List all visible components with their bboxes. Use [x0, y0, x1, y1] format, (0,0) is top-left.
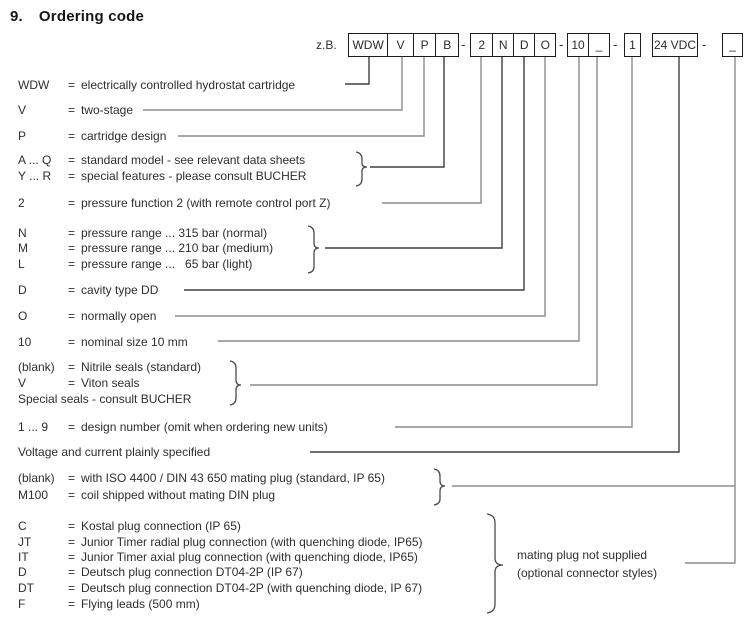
code-label: DT — [18, 581, 34, 595]
equals-sign: = — [68, 581, 76, 595]
legend-row-nitrile — [18, 359, 201, 375]
legend-row-m100 — [18, 487, 275, 503]
equals-sign: = — [68, 550, 76, 564]
example-label: z.B. — [316, 38, 337, 52]
code-cell-2: 2 — [478, 38, 486, 52]
code-label: 2 — [18, 196, 25, 210]
equals-sign: = — [68, 597, 76, 611]
separator-dash: - — [559, 37, 564, 52]
description: pressure range ... 210 bar (medium) — [81, 241, 274, 255]
equals-sign: = — [68, 257, 76, 271]
code-label: A ... Q — [18, 153, 52, 167]
description: with ISO 4400 / DIN 43 650 mating plug (standard, IP 65) — [81, 471, 385, 485]
legend-row-design-number — [18, 419, 328, 435]
description: Junior Timer radial plug connection (with quenching diode, IP65) — [81, 535, 423, 549]
equals-sign: = — [68, 129, 76, 143]
description: pressure range ... 65 bar (light) — [81, 257, 253, 271]
code-cell-10: 10 — [571, 38, 585, 52]
description: special features - please consult BUCHER — [81, 169, 307, 183]
legend-row-c — [18, 518, 241, 534]
code-label: WDW — [18, 78, 50, 92]
legend-row-aq — [18, 152, 305, 168]
code-box-connector — [722, 33, 743, 57]
equals-sign: = — [68, 226, 76, 240]
code-cell-seal-blank: _ — [588, 34, 609, 56]
legend-row-special-seals: Special seals - consult BUCHER — [18, 392, 192, 406]
code-label: 1 ... 9 — [18, 420, 49, 434]
legend-row-dt — [18, 580, 422, 596]
description: two-stage — [81, 103, 134, 117]
description: Junior Timer axial plug connection (with quenching diode, IP65) — [81, 550, 418, 564]
code-cell-design: 1 — [629, 38, 636, 52]
legend-row-iso-plug — [18, 470, 385, 486]
legend-row-p — [18, 128, 166, 144]
equals-sign: = — [68, 196, 76, 210]
line-2 — [382, 57, 481, 203]
code-cell-n: N — [492, 34, 513, 56]
legend-row-f — [18, 596, 200, 612]
description: design number (omit when ordering new units) — [81, 420, 328, 434]
code-box-design — [624, 33, 641, 57]
brace-connector-styles — [487, 514, 503, 613]
code-box-voltage — [652, 33, 698, 57]
equals-sign: = — [68, 360, 76, 374]
code-label: IT — [18, 550, 29, 564]
line-seals — [250, 57, 597, 385]
brace-din-plug — [434, 469, 445, 505]
legend-row-2 — [18, 195, 330, 211]
legend-row-wdw — [18, 77, 295, 93]
brace-pressure-range — [308, 226, 319, 273]
code-label: V — [18, 103, 27, 117]
legend-row-viton — [18, 375, 139, 391]
legend-row-m — [18, 240, 273, 256]
description: pressure range ... 315 bar (normal) — [81, 226, 268, 240]
code-label: D — [18, 565, 27, 579]
equals-sign: = — [68, 420, 76, 434]
equals-sign: = — [68, 519, 76, 533]
code-cell-wdw: WDW — [352, 38, 384, 52]
code-label: JT — [18, 535, 32, 549]
note-mating-plug-line2: (optional connector styles) — [517, 566, 658, 580]
legend-row-o — [18, 308, 156, 324]
line-design — [395, 57, 632, 427]
description: coil shipped without mating DIN plug — [81, 488, 276, 502]
code-label: C — [18, 519, 27, 533]
code-cell-d: D — [513, 34, 535, 56]
equals-sign: = — [68, 241, 76, 255]
description: standard model - see relevant data sheets — [81, 153, 306, 167]
page-title — [10, 8, 144, 25]
legend-row-d — [18, 282, 158, 298]
note-mating-plug-line1: mating plug not supplied — [517, 548, 648, 562]
equals-sign: = — [68, 488, 76, 502]
description: Viton seals — [81, 376, 140, 390]
section-number: 9. — [10, 8, 23, 25]
description: cartridge design — [81, 129, 167, 143]
code-label: M100 — [18, 488, 49, 502]
description: nominal size 10 mm — [81, 335, 188, 349]
equals-sign: = — [68, 78, 76, 92]
equals-sign: = — [68, 471, 76, 485]
legend-row-deutsch — [18, 564, 303, 580]
line-voltage — [310, 57, 679, 452]
separator-dash: - — [461, 37, 466, 52]
separator-dash: - — [613, 37, 618, 52]
line-wdw — [345, 57, 369, 84]
legend-row-l — [18, 256, 252, 272]
code-cell-o: O — [534, 34, 555, 56]
code-cell-connector: _ — [729, 38, 736, 52]
line-n — [325, 57, 502, 248]
code-label: V — [18, 376, 27, 390]
equals-sign: = — [68, 309, 76, 323]
code-label: P — [18, 129, 27, 143]
description: Deutsch plug connection DT04-2P (with quenching diode, IP 67) — [81, 581, 423, 595]
code-label: M — [18, 241, 28, 255]
code-box-group-function — [470, 33, 556, 57]
legend-row-it — [18, 549, 418, 565]
legend-row-jt — [18, 534, 423, 550]
description: Deutsch plug connection DT04-2P (IP 67) — [81, 565, 303, 579]
legend-row-yr — [18, 168, 306, 184]
code-label: 10 — [18, 335, 32, 349]
code-box-group-size — [567, 33, 610, 57]
code-cell-b: B — [435, 34, 458, 56]
equals-sign: = — [68, 335, 76, 349]
code-label: Y ... R — [18, 169, 52, 183]
legend-row-n — [18, 225, 267, 241]
equals-sign: = — [68, 535, 76, 549]
equals-sign: = — [68, 153, 76, 167]
code-label: N — [18, 226, 27, 240]
description: normally open — [81, 309, 157, 323]
description: pressure function 2 (with remote control port Z) — [81, 196, 331, 210]
equals-sign: = — [68, 565, 76, 579]
equals-sign: = — [68, 376, 76, 390]
code-label: (blank) — [18, 471, 55, 485]
code-cell-v: V — [387, 34, 413, 56]
description: electrically controlled hydrostat cartridge — [81, 78, 296, 92]
legend-row-voltage: Voltage and current plainly specified — [18, 445, 211, 459]
separator-dash: - — [702, 37, 707, 52]
brace-seals — [230, 361, 241, 405]
code-cell-voltage: 24 VDC — [653, 38, 697, 52]
equals-sign: = — [68, 169, 76, 183]
equals-sign: = — [68, 103, 76, 117]
code-box-group-model — [348, 33, 459, 57]
legend-row-10 — [18, 334, 188, 350]
code-label: (blank) — [18, 360, 55, 374]
description: Nitrile seals (standard) — [81, 360, 202, 374]
code-cell-p: P — [413, 34, 436, 56]
code-label: L — [18, 257, 25, 271]
code-label: F — [18, 597, 26, 611]
line-p — [178, 57, 424, 136]
description: cavity type DD — [81, 283, 159, 297]
section-label: Ordering code — [38, 8, 145, 25]
brace-standard-special — [356, 152, 367, 186]
line-o — [175, 57, 545, 316]
legend-row-v — [18, 102, 133, 118]
line-connector — [685, 57, 735, 563]
equals-sign: = — [68, 283, 76, 297]
description: Flying leads (500 mm) — [81, 597, 200, 611]
code-label: O — [18, 309, 28, 323]
code-label: D — [18, 283, 27, 297]
line-b — [370, 57, 444, 167]
description: Kostal plug connection (IP 65) — [81, 519, 241, 533]
